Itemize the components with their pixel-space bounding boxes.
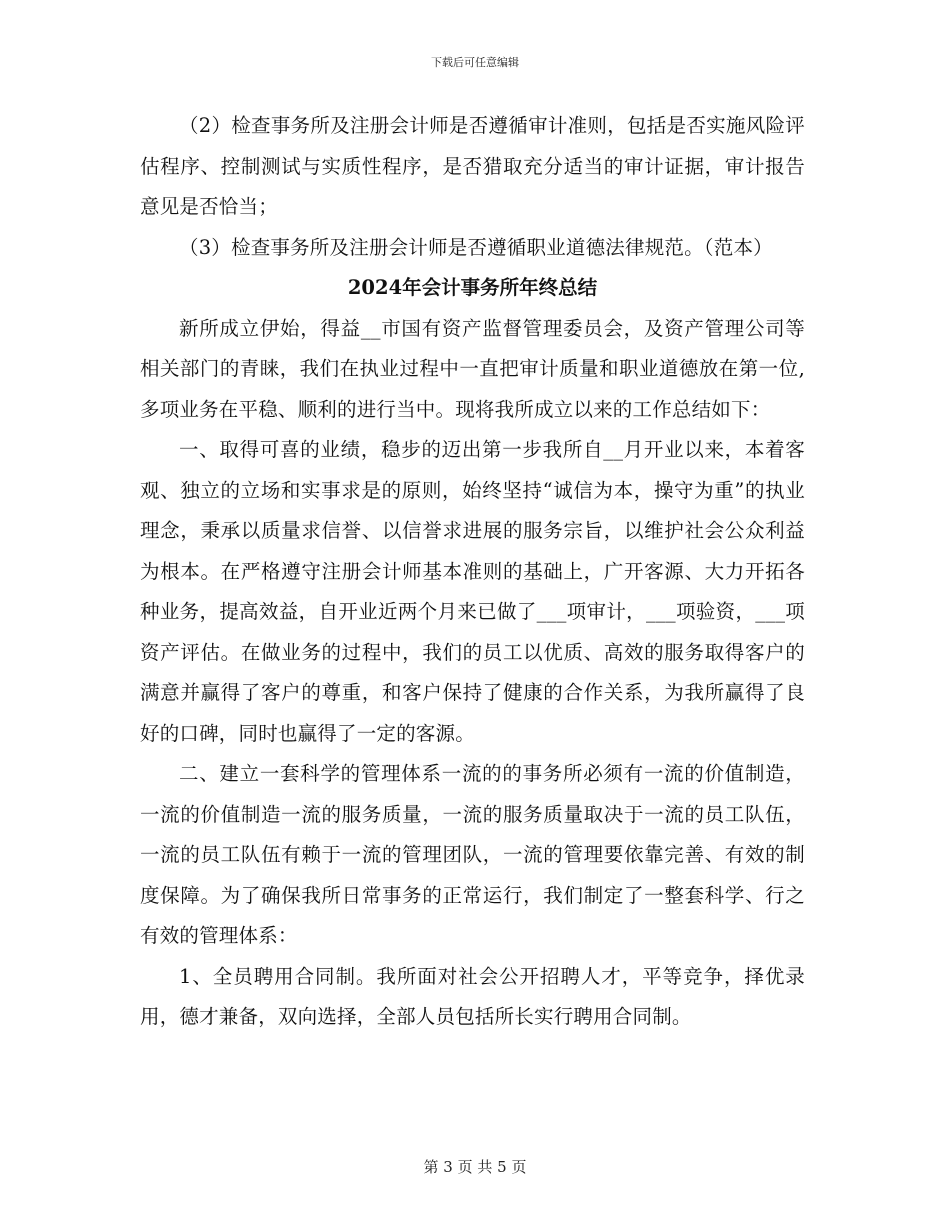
- page-number: 第 3 页 共 5 页: [423, 1158, 527, 1176]
- header-note: 下载后可任意编辑: [431, 56, 519, 69]
- paragraph-intro: 新所成立伊始，得益__市国有资产监督管理委员会，及资产管理公司等相关部门的青睐，我们在执业过程中一直把审计质量和职业道德放在第一位,多项业务在平稳、顺利的进行当中。现将我所成立以来的工作总结如下：: [140, 316, 805, 421]
- paragraph-item-one: 1、全员聘用合同制。我所面对社会公开招聘人才，平等竞争，择优录用，德才兼备，双向选择，全部人员包括所长实行聘用合同制。: [140, 964, 805, 1028]
- paragraph-check-ethics: （3）检查事务所及注册会计师是否遵循职业道德法律规范。（范本）: [179, 235, 773, 259]
- document-body: [140, 106, 805, 1038]
- paragraph-section-one: 一、取得可喜的业绩，稳步的迈出第一步我所自__月开业以来，本着客观、独立的立场和实事求是的原则，始终坚持“诚信为本，操守为重”的执业理念，秉承以质量求信誉、以信誉求进展的服务宗旨，以维护社会公众利益为根本。在严格遵守注册会计师基本准则的基础上，广开客源、大力开拓各种业务，提高效益，自开业近两个月来已做了___项审计，___项验资，___项资产评估。在做业务的过程中，我们的员工以优质、高效的服务取得客户的满意并赢得了客户的尊重，和客户保持了健康的合作关系，为我所赢得了良好的口碑，同时也赢得了一定的客源。: [140, 438, 805, 745]
- paragraph-check-audit-standards: （2）检查事务所及注册会计师是否遵循审计准则，包括是否实施风险评估程序、控制测试与实质性程序，是否猎取充分适当的审计证据，审计报告意见是否恰当；: [140, 114, 805, 218]
- document-title: 2024年会计事务所年终总结: [347, 276, 598, 299]
- paragraph-section-two: 二、建立一套科学的管理体系一流的的事务所必须有一流的价值制造，一流的价值制造一流的服务质量，一流的服务质量取决于一流的员工队伍，一流的员工队伍有赖于一流的管理团队，一流的管理要依靠完善、有效的制度保障。为了确保我所日常事务的正常运行，我们制定了一整套科学、行之有效的管理体系：: [140, 762, 805, 947]
